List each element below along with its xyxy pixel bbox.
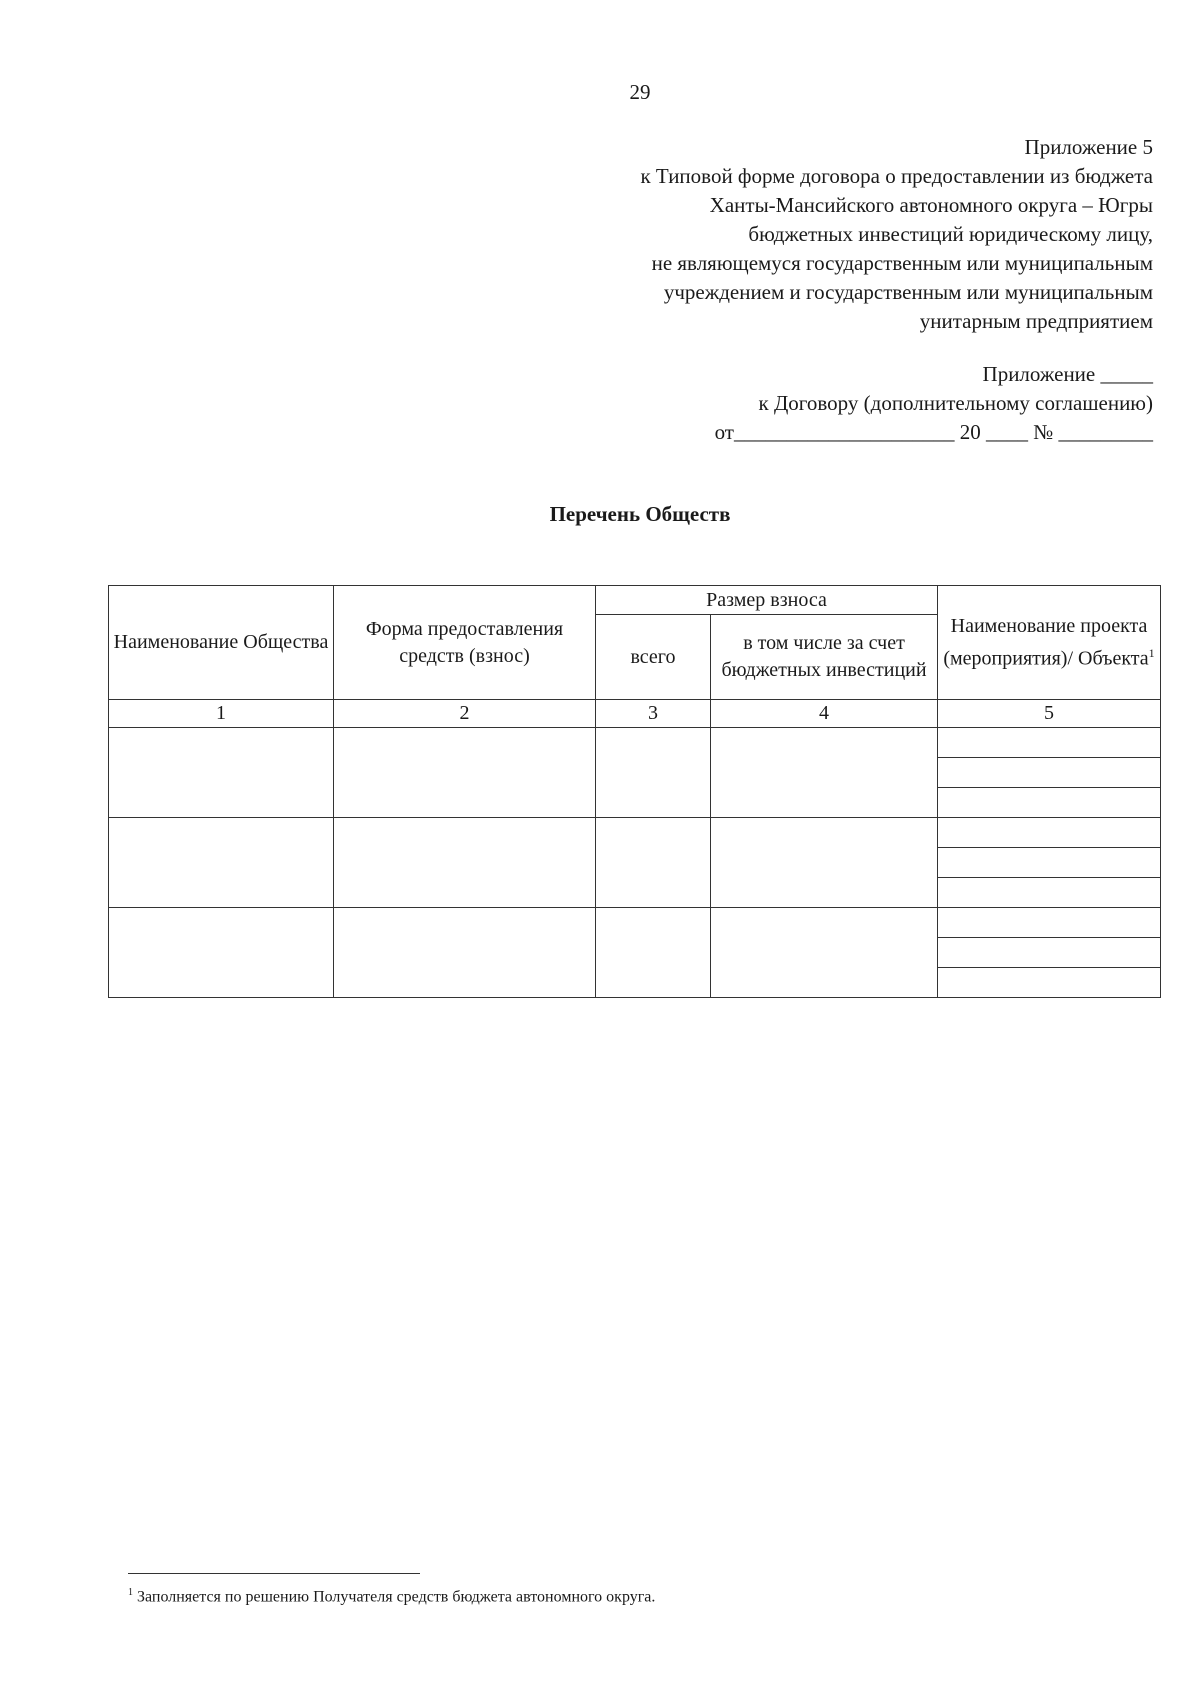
empty-subcell (938, 908, 1160, 938)
companies-table (108, 585, 1161, 998)
column-number: 3 (596, 700, 711, 728)
contract-appendix-line: от_____________________ 20 ____ № _________ (714, 420, 1153, 444)
footnote-mark: 1 (1148, 645, 1155, 660)
empty-cell (109, 908, 334, 998)
footnote (128, 1587, 655, 1606)
empty-cell (109, 728, 334, 818)
empty-subcell (938, 758, 1160, 788)
column-number: 5 (938, 700, 1161, 728)
footnote-text: Заполняется по решению Получателя средств бюджета автономного округа. (137, 1588, 656, 1606)
appendix-line: бюджетных инвестиций юридическому лицу, (748, 222, 1153, 246)
table-row (109, 728, 1161, 818)
empty-subcell (938, 968, 1160, 997)
contract-appendix-line: к Договору (дополнительному соглашению) (758, 391, 1153, 415)
document-title: Перечень Обществ (549, 502, 731, 526)
empty-cell (334, 818, 596, 908)
column-number: 2 (334, 700, 596, 728)
column-number: 1 (109, 700, 334, 728)
empty-cell (711, 908, 938, 998)
empty-cell (596, 908, 711, 998)
project-subcells (938, 908, 1161, 998)
empty-cell (596, 818, 711, 908)
empty-cell (334, 728, 596, 818)
project-subcells (938, 818, 1161, 908)
empty-subcell (938, 938, 1160, 968)
header-project-name-text: Наименование проекта (мероприятия)/ Объекта (943, 614, 1149, 670)
empty-cell (334, 908, 596, 998)
footnote-mark: 1 (128, 1587, 133, 1598)
header-company-name: Наименование Общества (109, 586, 334, 700)
header-total: всего (596, 615, 711, 700)
empty-subcell (938, 728, 1160, 758)
contract-appendix-line: Приложение _____ (982, 362, 1153, 386)
empty-cell (109, 818, 334, 908)
empty-cell (711, 818, 938, 908)
header-project-name (938, 586, 1161, 700)
appendix-line: Ханты-Мансийского автономного округа – Югры (709, 193, 1153, 217)
appendix-line: Приложение 5 (1024, 135, 1153, 159)
header-contribution-size: Размер взноса (596, 586, 938, 615)
empty-subcell (938, 788, 1160, 817)
empty-subcell (938, 818, 1160, 848)
page-number: 29 (629, 80, 651, 104)
contract-appendix-header (715, 360, 1153, 447)
footnote-separator (128, 1573, 420, 1574)
appendix-line: учреждением и государственным или муниципальным (663, 280, 1153, 304)
table-row (109, 908, 1161, 998)
project-subcells (938, 728, 1161, 818)
empty-cell (596, 728, 711, 818)
appendix-header (640, 133, 1153, 336)
table-row (109, 818, 1161, 908)
appendix-line: унитарным предприятием (919, 309, 1153, 333)
header-form-of-funds: Форма предоставления средств (взнос) (334, 586, 596, 700)
empty-cell (711, 728, 938, 818)
appendix-line: не являющемуся государственным или муниципальным (651, 251, 1153, 275)
header-budget-investments: в том числе за счет бюджетных инвестиций (711, 615, 938, 700)
appendix-line: к Типовой форме договора о предоставлении из бюджета (640, 164, 1153, 188)
column-number: 4 (711, 700, 938, 728)
empty-subcell (938, 848, 1160, 878)
empty-subcell (938, 878, 1160, 907)
